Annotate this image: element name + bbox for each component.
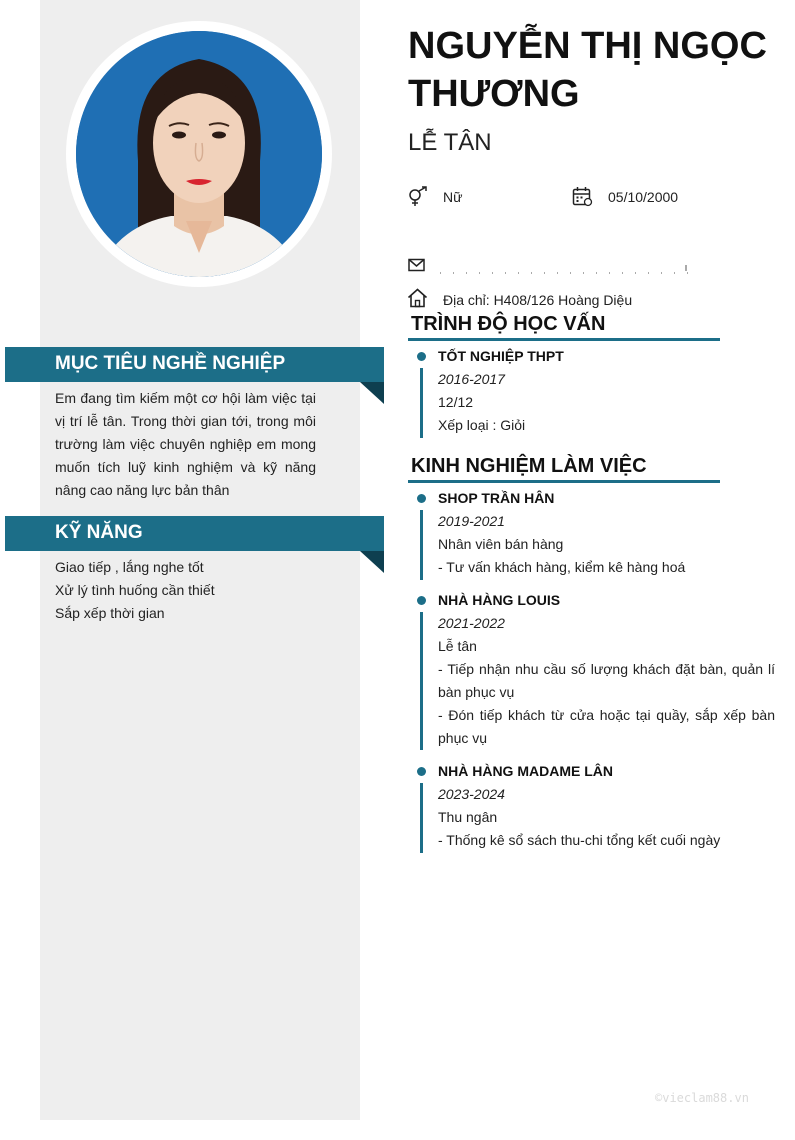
entry-period: 2019-2021 xyxy=(438,513,505,529)
calendar-icon xyxy=(572,186,593,207)
portrait-illustration xyxy=(76,31,322,277)
portrait-photo xyxy=(76,31,322,277)
entry-line: - Thống kê sổ sách thu-chi tổng kết cuối ngày xyxy=(438,832,721,848)
email-redacted-mark xyxy=(440,262,690,274)
skill-item: Sắp xếp thời gian xyxy=(55,605,165,621)
entry-line: Xếp loại : Giỏi xyxy=(438,417,526,433)
home-icon xyxy=(407,288,428,308)
experience-title: KINH NGHIỆM LÀM VIỆC xyxy=(408,452,720,483)
skill-item: Xử lý tình huống cần thiết xyxy=(55,582,215,598)
watermark: ©vieclam88.vn xyxy=(655,1091,749,1105)
objective-banner xyxy=(5,347,384,382)
entry-title: TỐT NGHIỆP THPT xyxy=(438,348,564,364)
skills-list xyxy=(55,556,335,625)
entry-line: - Tư vấn khách hàng, kiểm kê hàng hoá xyxy=(438,559,686,575)
experience-entry xyxy=(438,487,775,579)
entry-period: 2021-2022 xyxy=(438,615,505,631)
skills-title: KỸ NĂNG xyxy=(55,522,143,543)
entry-period: 2023-2024 xyxy=(438,786,505,802)
job-position: LỄ TÂN xyxy=(408,129,492,156)
candidate-name: NGUYỄN THỊ NGỌC THƯƠNG xyxy=(408,25,767,115)
timeline-dot xyxy=(417,767,426,776)
experience-timeline-line xyxy=(420,783,423,853)
entry-title: SHOP TRẦN HÂN xyxy=(438,490,555,506)
entry-title: NHÀ HÀNG LOUIS xyxy=(438,592,561,608)
experience-entry xyxy=(438,760,775,852)
entry-line: Lễ tân xyxy=(438,638,477,654)
envelope-icon xyxy=(408,258,426,272)
skill-item: Giao tiếp , lắng nghe tốt xyxy=(55,559,204,575)
entry-title: NHÀ HÀNG MADAME LÂN xyxy=(438,763,613,779)
experience-timeline-line xyxy=(420,510,423,580)
entry-period: 2016-2017 xyxy=(438,371,505,387)
entry-line: Thu ngân xyxy=(438,809,498,825)
skills-banner-fold xyxy=(360,551,384,573)
skills-banner xyxy=(5,516,384,551)
education-entry xyxy=(438,345,775,437)
timeline-dot xyxy=(417,494,426,503)
gender-value: Nữ xyxy=(443,189,463,205)
timeline-dot xyxy=(417,596,426,605)
birthday-value: 05/10/2000 xyxy=(608,189,679,205)
experience-entry xyxy=(438,589,775,750)
education-title: TRÌNH ĐỘ HỌC VẤN xyxy=(408,310,720,341)
entry-line: Nhân viên bán hàng xyxy=(438,536,564,552)
gender-icon xyxy=(407,185,429,207)
objective-banner-fold xyxy=(360,382,384,404)
objective-title: MỤC TIÊU NGHỀ NGHIỆP xyxy=(55,353,286,374)
experience-timeline-line xyxy=(420,612,423,750)
timeline-dot xyxy=(417,352,426,361)
address-value: Địa chỉ: H408/126 Hoàng Diệu xyxy=(443,292,633,308)
entry-line: - Đón tiếp khách từ cửa hoặc tại quầy, sắp xếp bàn phục vụ xyxy=(438,707,775,746)
entry-line: - Tiếp nhận nhu cầu số lượng khách đặt bàn, quản lí bàn phục vụ xyxy=(438,661,775,700)
entry-line: 12/12 xyxy=(438,394,474,410)
photo-frame xyxy=(66,21,332,287)
objective-text: Em đang tìm kiếm một cơ hội làm việc tại vị trí lễ tân. Trong thời gian tới, trong môi trường làm việc chuyên nghiệp em mong muốn tích luỹ kinh nghiệm và kỹ năng nâng cao năng lực bản thân xyxy=(55,390,316,498)
education-timeline-line xyxy=(420,368,423,438)
